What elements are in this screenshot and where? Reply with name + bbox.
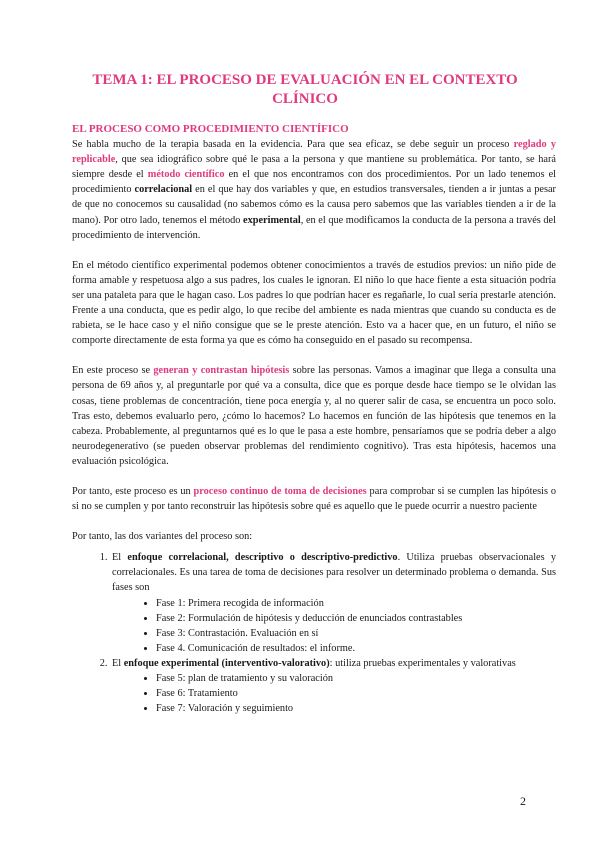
paragraph-1 — [72, 137, 556, 243]
document-body — [72, 122, 556, 716]
bold-term: enfoque experimental (interventivo-valorativo) — [123, 657, 330, 669]
phase-item: • Fase 6: Tratamiento — [156, 686, 556, 701]
text: sobre las personas. Vamos a imaginar que llega a consulta una persona de 69 años y, al preguntarle por qué va a consulta, dice que es porque desde hace tiempo se le olvidan las cosas, tiene problemas de concentración, tiene poca energía y, al no querer salir de casa, se encuentra un poco solo. Tras esto, debemos evaluarlo pero, ¿cómo lo hacemos? Lo hacemos en función de las hipótesis que tenemos en la cabeza. Probablemente, al preguntarnos qué es lo que le pasa a este hombre, pensaríamos que se podría deber a algo neurodegenerativo (se pueden observar problemas del rendimiento cognitivo). Tras esta hipótesis, hacemos una evaluación psicológica. — [72, 365, 556, 467]
page-title — [70, 71, 540, 109]
text: : utiliza pruebas experimentales y valorativas — [329, 657, 516, 669]
text: en el que hay dos variables y que, en estudios transversales, tienden a ir juntas a pesar de que no conocemos su causalidad (no sabemos cómo es la causa pero sabemos que las variables tienden a ir de la mano). Por otro lado, tenemos el método — [72, 184, 556, 226]
title-line-2: CLÍNICO — [272, 91, 338, 107]
highlight: proceso continuo de toma de decisiones — [193, 485, 367, 497]
phase-item: • Fase 5: plan de tratamiento y su valoración — [156, 671, 556, 686]
paragraph-4 — [72, 484, 556, 514]
text: El — [112, 552, 128, 564]
text: . Utiliza pruebas observacionales y correlacionales. Es una tarea de toma de decisiones para resolver un determinado problema o demanda. Sus fases son — [112, 552, 557, 594]
text: Se habla mucho de la terapia basada en la evidencia. Para que sea eficaz, se debe seguir un proceso — [72, 139, 514, 151]
list-item — [110, 656, 556, 716]
phase-item: • Fase 7: Valoración y seguimiento — [156, 701, 556, 716]
text: para comprobar si se cumplen las hipótesis o si no se cumplen y por tanto reconstruir las hipótesis sobre qué es aquello que le puede ocurrir a nuestro paciente — [72, 485, 556, 513]
list-item — [110, 550, 556, 656]
bold-term: experimental — [243, 214, 301, 226]
highlight: reglado y replicable — [72, 139, 556, 166]
paragraph-3 — [72, 363, 556, 469]
section-heading: EL PROCESO COMO PROCEDIMIENTO CIENTÍFICO — [72, 123, 349, 135]
phase-list — [112, 596, 556, 656]
bold-term: correlacional — [134, 184, 193, 196]
paragraph-5: Por tanto, las dos variantes del proceso son: — [72, 531, 253, 543]
phase-item: • Fase 1: Primera recogida de información — [156, 596, 556, 611]
phase-list — [112, 671, 556, 716]
text: En este proceso se — [72, 365, 154, 377]
highlight: generan y contrastan hipótesis — [153, 365, 290, 377]
phase-item: • Fase 3: Contrastación. Evaluación en sí — [156, 626, 556, 641]
text: , en el que modificamos la conducta de la persona a través del procedimiento de intervención. — [72, 214, 556, 241]
text: Por tanto, este proceso es un — [72, 485, 194, 497]
text: El — [112, 657, 124, 669]
bold-term: enfoque correlacional, descriptivo o descriptivo-predictivo — [127, 552, 398, 564]
title-line-1: TEMA 1: EL PROCESO DE EVALUACIÓN EN EL CONTEXTO — [92, 72, 518, 88]
paragraph-2: En el método científico experimental podemos obtener conocimientos a través de estudios previos: un niño pide de forma amable y respetuosa algo a sus padres, los cuales le ignoran. El niño lo que hace fiente a esta situación podría ser una pataleta para que le hagan caso. Los padres lo que podrían hacer es regañarle, lo cual sería prestarle atención. Frente a una conducta, que es pedir algo, lo que recibe del ambiente es nada mientras que cuando su conducta es de rabieta, se le hace caso y el niño consigue que se le preste atención. Esto va a hacer que, en un futuro, el niño se comporte directamente de esta forma ya que es cómo ha conseguido en el pasado su recompensa. — [72, 259, 556, 347]
text: en el que nos encontramos con dos procedimientos. Por un lado tenemos el procedimiento — [72, 169, 556, 196]
phase-item: • Fase 2: Formulación de hipótesis y deducción de enunciados contrastables — [156, 611, 556, 626]
text: , que sea idiográfico sobre qué le pasa a la persona y que mantiene su problemática. Por tanto, se hará siempre desde el — [72, 154, 556, 181]
variants-list — [72, 550, 556, 716]
page-number: 2 — [520, 794, 526, 808]
phase-item: • Fase 4. Comunicación de resultados: el informe. — [156, 641, 556, 656]
highlight: método científico — [147, 169, 225, 181]
